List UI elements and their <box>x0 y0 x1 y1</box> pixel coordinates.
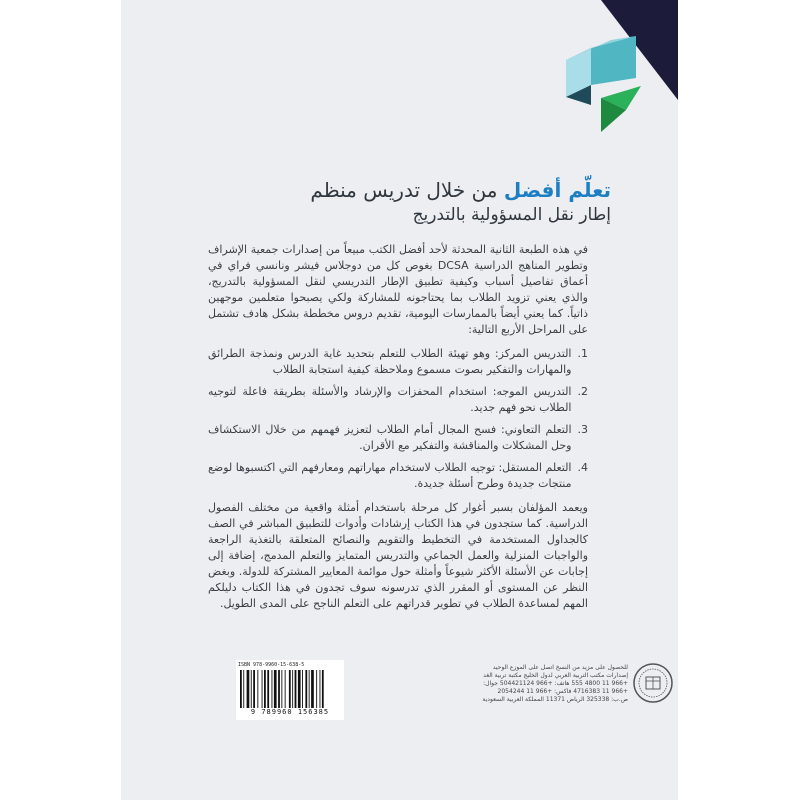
barcode-bar <box>295 670 297 708</box>
publisher-line: +966 11 4716383 فاكس: +966 11 2054244 <box>497 688 628 695</box>
intro-paragraph: في هذه الطبعة الثانية المحدثة لأحد أفضل الكتب مبيعاً من إصدارات جمعية الإشراف وتطوير المناهج الدراسية DCSA بغوص كل من دوجلاس فيشر ونانسي فراي في أعماق تفاصيل أسباب وكيفية تطبيق الإطار التدريسي لنقل المسؤولية بالتدريج، والذي يعني تزويد الطلاب بما يحتاجونه للمشاركة ولكي يصبحوا متعلمين موجهين ذاتياً. كما يعني أيضاً بالممارسات اليومية، تقديم دروس مخططة بشكل هادف تشتمل على المراحل الأربع التالية: <box>208 243 588 336</box>
barcode-bar <box>251 670 252 708</box>
publisher-line: للحصول على مزيد من النسخ اتصل على الموزع الوحيد <box>492 664 628 671</box>
book-back-cover <box>121 0 678 800</box>
barcode-digits: 9 789960 156385 <box>250 708 330 716</box>
barcode <box>236 660 344 720</box>
barcode-bar <box>322 670 324 708</box>
barcode-bar <box>267 670 269 708</box>
barcode-bar <box>285 670 286 708</box>
stage-item <box>208 346 588 378</box>
barcode-bar <box>298 670 301 708</box>
barcode-bar <box>305 670 307 708</box>
stage-number: 1. <box>577 347 588 360</box>
barcode-bars <box>238 670 342 708</box>
title-accent: تعلّم أفضل <box>503 178 611 202</box>
barcode-bar <box>274 670 277 708</box>
barcode-bar <box>240 670 242 708</box>
cube-decoration <box>121 0 678 140</box>
publisher-line: +966 11 4800 555 هاتف: +966 504421124 جوال: <box>483 680 628 687</box>
barcode-bar <box>292 670 293 708</box>
stage-number: 2. <box>577 385 588 398</box>
barcode-bar <box>302 670 303 708</box>
barcode-bar <box>257 670 258 708</box>
cover-footer <box>121 660 678 740</box>
cube-face-teal <box>591 36 636 85</box>
stage-text: التعلم التعاوني: فسح المجال أمام الطلاب لتعزيز فهمهم من خلال الاستكشاف وحل المشكلات والمناقشة والتفكير مع الأقران. <box>208 423 572 452</box>
publisher-seal-logo <box>632 662 674 704</box>
title-rest: من خلال تدريس منظم <box>310 178 498 202</box>
publisher-line: إصدارات مكتب التربية العربي لدول الخليج مكتبة تربية الغد <box>483 672 628 679</box>
stage-item <box>208 460 588 492</box>
publisher-line: ص.ب: 325338 الرياض 11371 المملكة العربية السعودية <box>482 696 628 703</box>
stage-text: التدريس الموجه: استخدام المحفزات والإرشاد والأسئلة بطريقة فاعلة لتوجيه الطلاب نحو فهم جديد. <box>208 385 572 414</box>
barcode-bar <box>243 670 244 708</box>
barcode-bar <box>262 670 263 708</box>
stage-item <box>208 422 588 454</box>
book-title <box>281 177 611 203</box>
barcode-bar <box>272 670 273 708</box>
barcode-bar <box>309 670 310 708</box>
barcode-bar <box>316 670 317 708</box>
book-subtitle: إطار نقل المسؤولية بالتدريج <box>412 205 611 225</box>
stage-number: 3. <box>577 423 588 436</box>
stage-text: التدريس المركز: وهو تهيئة الطلاب للتعلم بتحديد غاية الدرس ونمذجة الطرائق والمهارات والتفكير بصوت مسموع وملاحظة كيفية استجابة الطلاب <box>208 347 572 376</box>
barcode-bar <box>253 670 255 708</box>
barcode-bar <box>264 670 266 708</box>
barcode-bar <box>311 670 314 708</box>
barcode-bar <box>278 670 280 708</box>
barcode-bar <box>281 670 282 708</box>
barcode-bar <box>320 670 321 708</box>
publisher-info <box>428 664 628 704</box>
stage-item <box>208 384 588 416</box>
stage-text: التعلم المستقل: توجيه الطلاب لاستخدام مهاراتهم ومعارفهم التي اكتسبوها لوضع منتجات جديدة وطرح أسئلة جديدة. <box>208 461 572 490</box>
stage-number: 4. <box>577 461 588 474</box>
barcode-bar <box>247 670 250 708</box>
isbn-label: ISBN 978-9960-15-638-5 <box>238 662 305 668</box>
stages-list <box>208 346 588 492</box>
description-body <box>208 242 588 620</box>
closing-paragraph: ويعمد المؤلفان بسبر أغوار كل مرحلة باستخدام أمثلة واقعية من مختلف الفصول الدراسية. كما ستجدون في هذا الكتاب إرشادات وأدوات للتطبيق المباشر في الصف كالجداول المستخدمة في التخطيط والتقويم والنصائح المتعلقة بالتغذية الراجعة والواجبات المنزلية والعمل الجماعي والتدريس المتمايز والتعلم المدمج، إضافة إلى إجابات عن الأسئلة الأكثر شيوعاً وأمثلة حول موائمة المعايير المشتركة للدولة. وبغض النظر عن المستوى أو المقرر الذي تدرسونه سوف تجدون في هذا الكتاب دليلكم المهم لمساعدة الطلاب في تطوير قدراتهم على التعلم الناجح على المدى الطويل. <box>208 501 588 610</box>
barcode-bar <box>289 670 291 708</box>
